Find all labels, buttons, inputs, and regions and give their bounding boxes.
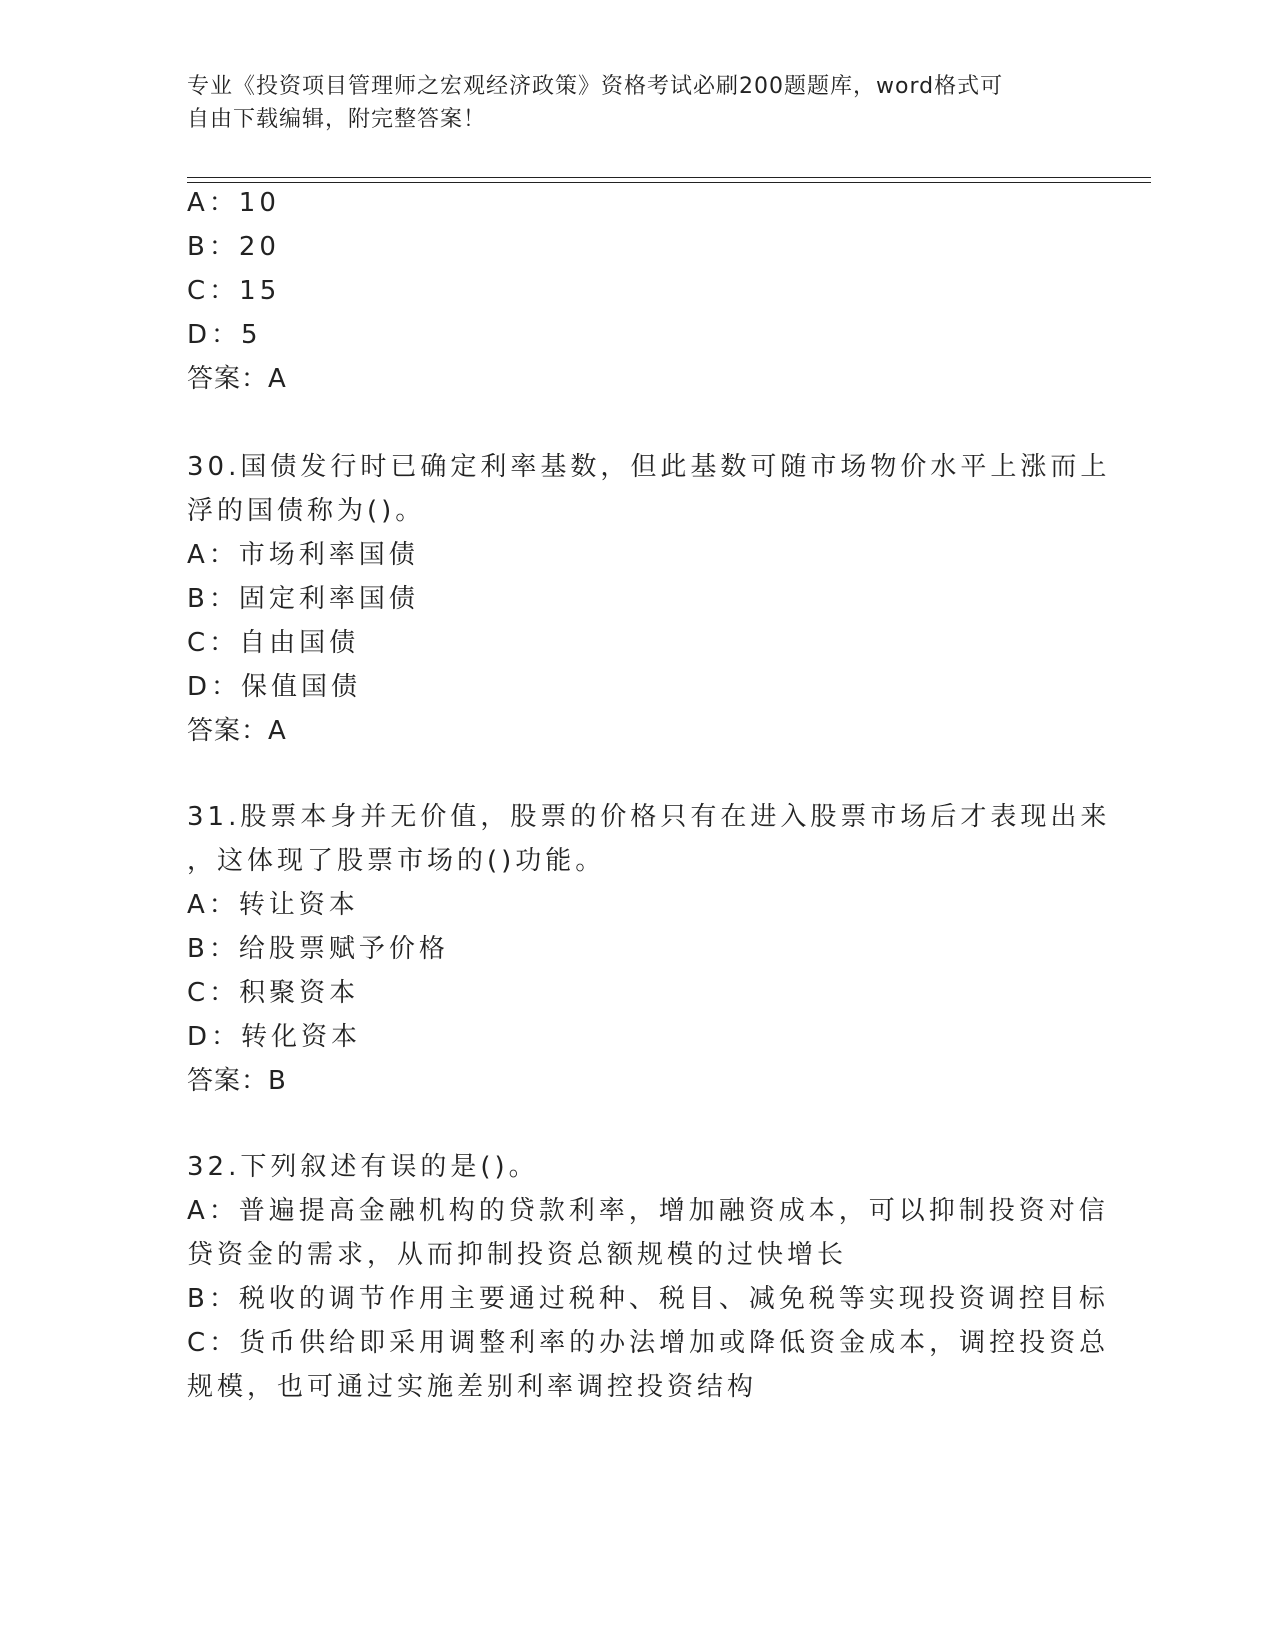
q32-option-a-line-2: 贷资金的需求，从而抑制投资总额规模的过快增长 [187,1240,848,1270]
q30-stem-line-1: 30.国债发行时已确定利率基数，但此基数可随市场物价水平上涨而上 [187,452,1111,482]
header-rule-top [187,177,1151,178]
q31-option-b: B：给股票赋予价格 [187,934,449,964]
header-line-2: 自由下载编辑，附完整答案！ [187,107,487,132]
q31-option-d: D：转化资本 [187,1022,362,1052]
q30-option-d: D：保值国债 [187,672,362,702]
q29-option-b: B：20 [187,232,280,262]
q31-option-c: C：积聚资本 [187,978,360,1008]
q31-stem-line-1: 31.股票本身并无价值，股票的价格只有在进入股票市场后才表现出来 [187,802,1111,832]
q30-option-b: B：固定利率国债 [187,584,419,614]
q32-stem-line-1: 32.下列叙述有误的是()。 [187,1152,539,1182]
q32-option-b-line-1: B：税收的调节作用主要通过税种、税目、减免税等实现投资调控目标 [187,1284,1109,1314]
document-header [187,70,1087,136]
q30-answer: 答案：A [187,716,287,746]
q32-option-a-line-1: A：普遍提高金融机构的贷款利率，增加融资成本，可以抑制投资对信 [187,1196,1109,1226]
q29-option-c: C：15 [187,276,281,306]
q30-stem-line-2: 浮的国债称为()。 [187,496,426,526]
q29-option-a: A：10 [187,188,280,218]
header-rule-bottom [187,182,1151,183]
q30-option-a: A：市场利率国债 [187,540,419,570]
q30-option-c: C：自由国债 [187,628,360,658]
q31-stem-line-2: ，这体现了股票市场的()功能。 [187,846,606,876]
q29-option-d: D：5 [187,320,262,350]
q29-answer: 答案：A [187,364,287,394]
q32-option-c-line-2: 规模，也可通过实施差别利率调控投资结构 [187,1372,758,1402]
q31-option-a: A：转让资本 [187,890,359,920]
q31-answer: 答案：B [187,1066,287,1096]
header-line-1: 专业《投资项目管理师之宏观经济政策》资格考试必刷200题题库，word格式可 [187,74,1004,99]
q32-option-c-line-1: C：货币供给即采用调整利率的办法增加或降低资金成本，调控投资总 [187,1328,1110,1358]
